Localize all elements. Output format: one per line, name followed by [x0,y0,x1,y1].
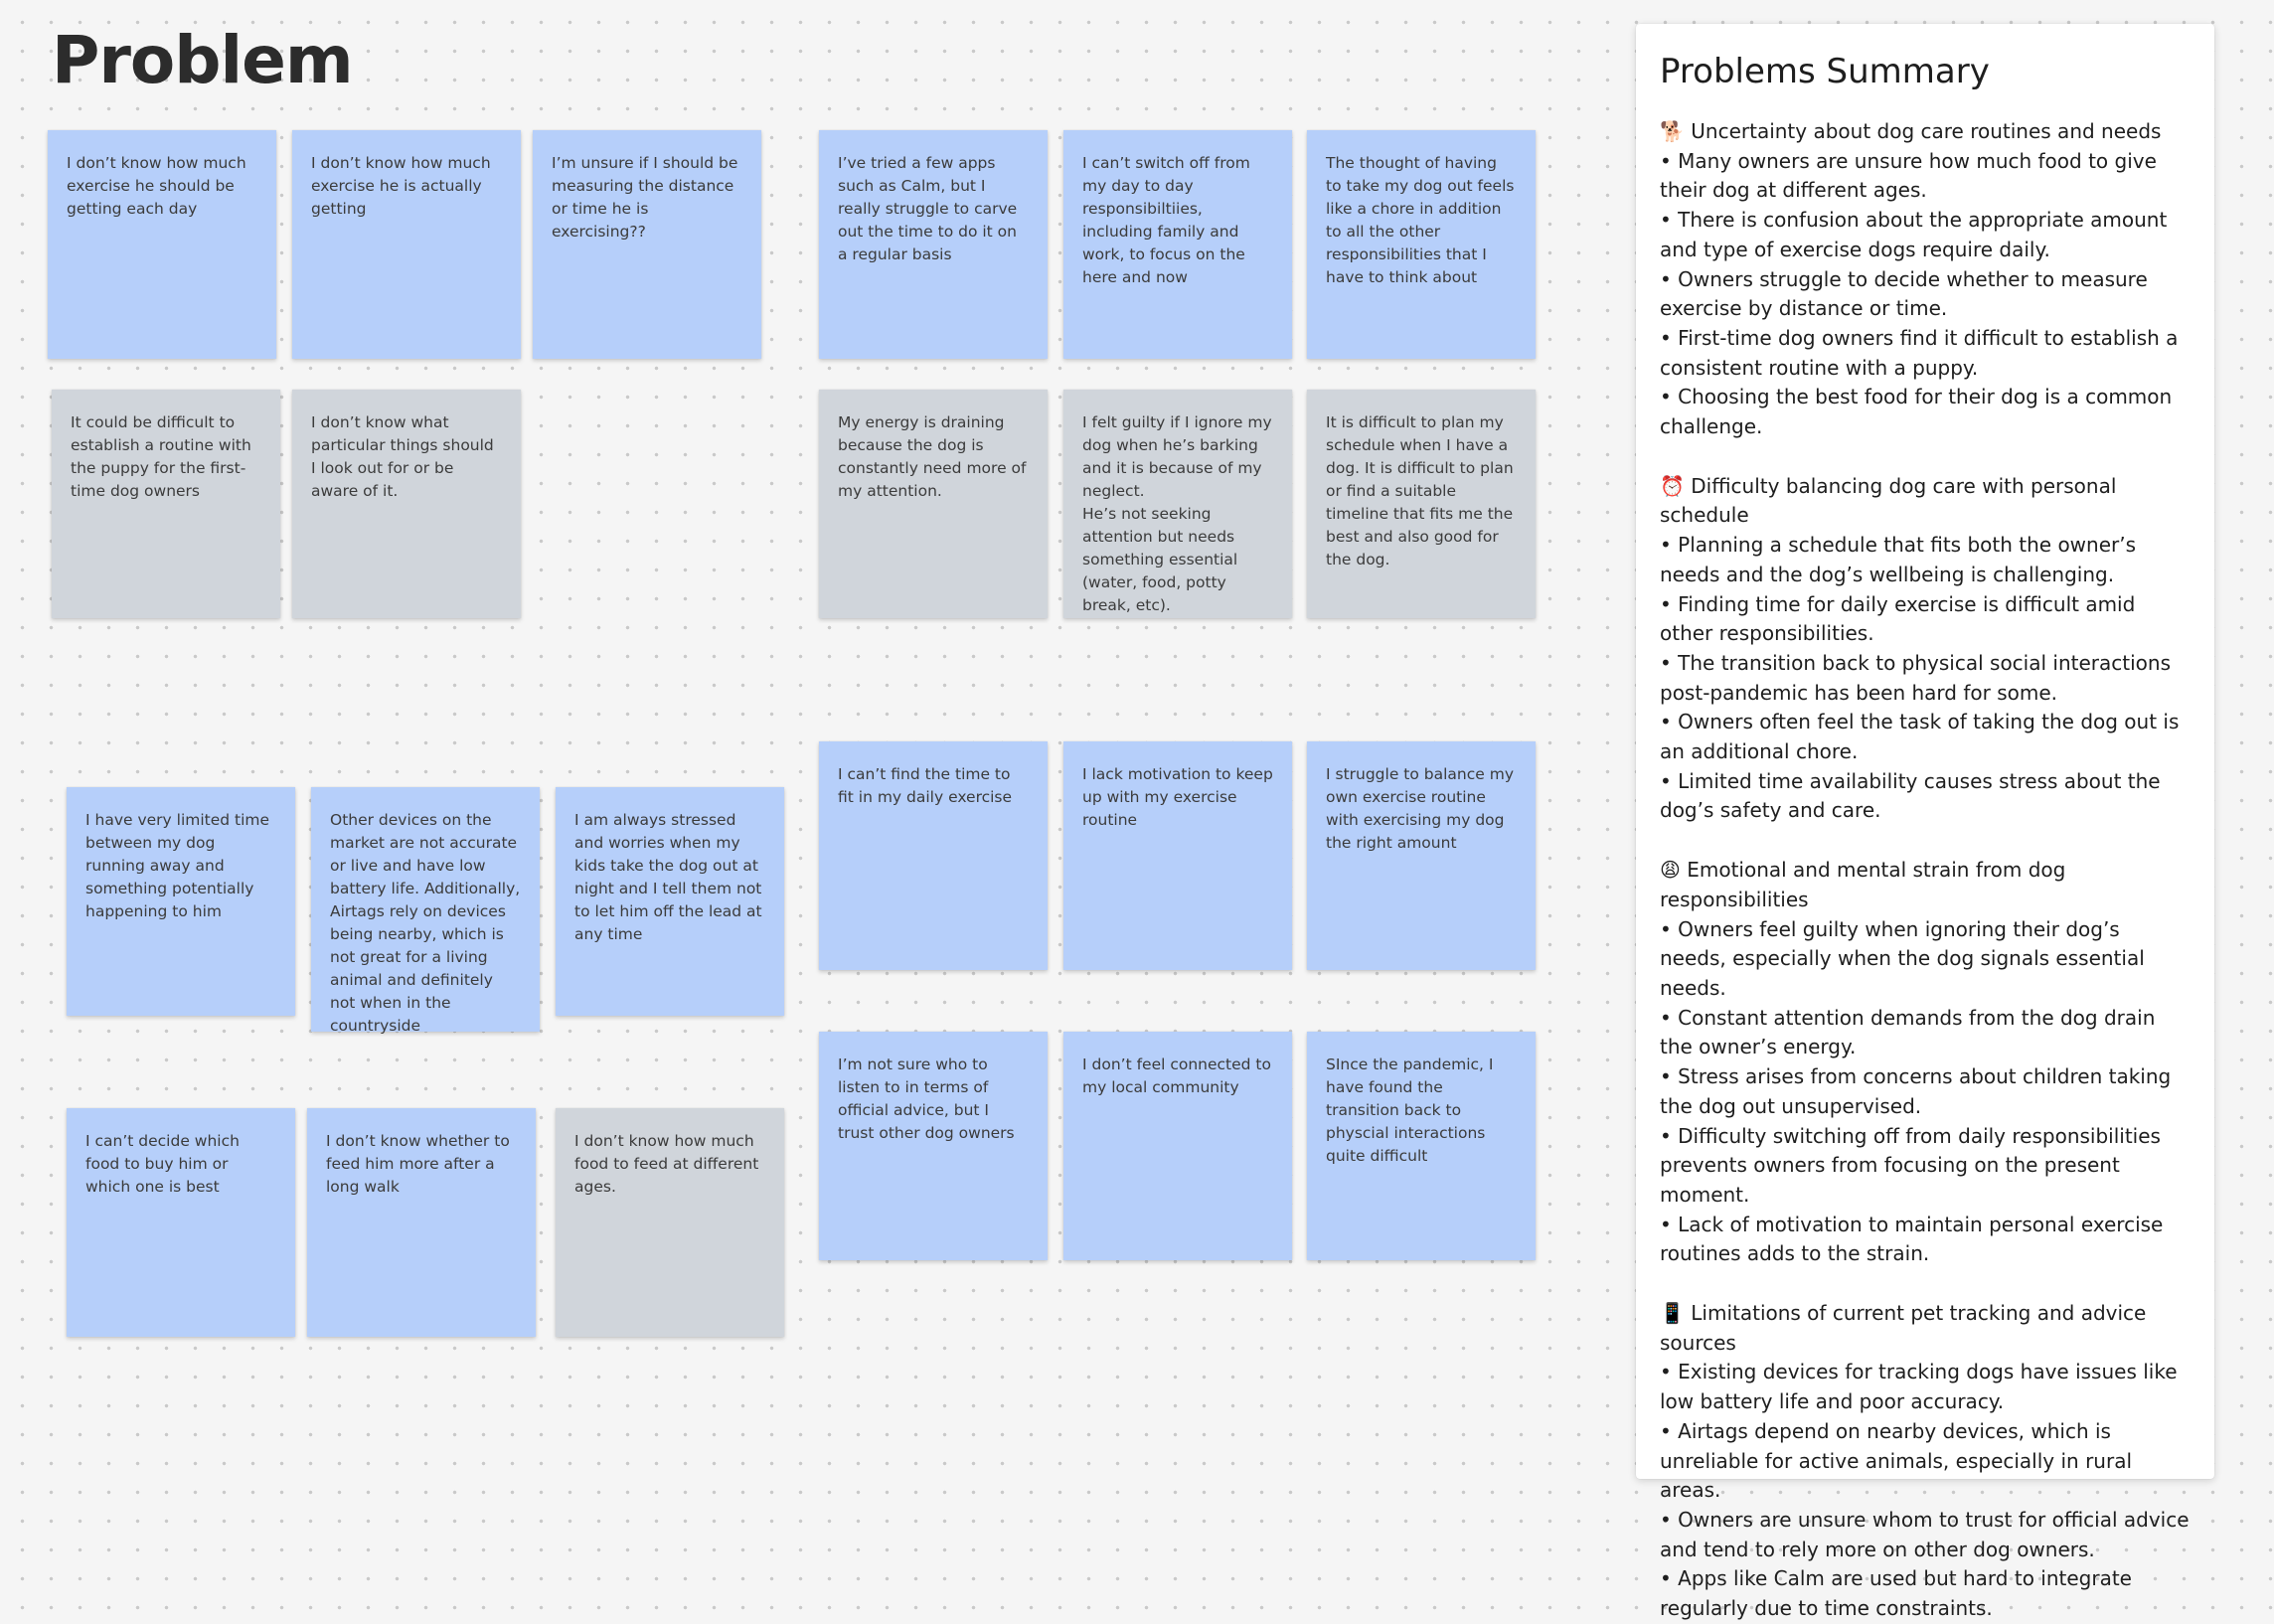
summary-bullet: • Apps like Calm are used but hard to integrate regularly due to time constraints. [1660,1566,2132,1621]
sticky-note[interactable]: I don’t know how much exercise he is actually getting [292,130,521,359]
sticky-note[interactable]: I don’t know whether to feed him more after a long walk [307,1108,536,1337]
sticky-note[interactable]: I felt guilty if I ignore my dog when he’s barking and it is because of my neglect. He’s not seeking attention but needs something essential (water, food, potty break, etc). [1063,390,1292,618]
sticky-note[interactable]: I don’t know how much exercise he should be getting each day [48,130,276,359]
sticky-note[interactable]: My energy is draining because the dog is constantly need more of my attention. [819,390,1048,618]
sticky-note[interactable]: I can’t switch off from my day to day responsibiltiies, including family and work, to focus on the here and now [1063,130,1292,359]
summary-bullet: • Lack of motivation to maintain personal exercise routines adds to the strain. [1660,1212,2164,1266]
sticky-note[interactable]: Other devices on the market are not accurate or live and have low battery life. Additionally, Airtags rely on devices being nearby, which is not great for a living animal and definitely not when in the countryside [311,787,540,1032]
summary-bullet: • There is confusion about the appropriate amount and type of exercise dogs require daily. [1660,208,2168,261]
sticky-note[interactable]: I can’t decide which food to buy him or which one is best [67,1108,295,1337]
sticky-note[interactable]: I struggle to balance my own exercise routine with exercising my dog the right amount [1307,741,1536,970]
sticky-note[interactable]: I’ve tried a few apps such as Calm, but I really struggle to carve out the time to do it on a regular basis [819,130,1048,359]
summary-bullet: • Choosing the best food for their dog is a common challenge. [1660,385,2173,439]
sticky-note[interactable]: It could be difficult to establish a routine with the puppy for the first-time dog owners [52,390,280,618]
sticky-note[interactable]: I’m not sure who to listen to in terms of official advice, but I trust other dog owners [819,1032,1048,1260]
summary-bullet: • Owners feel guilty when ignoring their dog’s needs, especially when the dog signals essential needs. [1660,916,2145,1000]
sticky-note[interactable]: I lack motivation to keep up with my exercise routine [1063,741,1292,970]
sticky-note[interactable]: The thought of having to take my dog out feels like a chore in addition to all the other responsibilities that I have to think about [1307,130,1536,359]
summary-bullet: • Constant attention demands from the dog drain the owner’s energy. [1660,1005,2156,1059]
sticky-note[interactable]: I am always stressed and worries when my kids take the dog out at night and I tell them not to let him off the lead at any time [556,787,784,1016]
summary-bullet: • Owners often feel the task of taking the dog out is an additional chore. [1660,710,2180,764]
summary-section [1660,117,2191,442]
sticky-note[interactable]: SInce the pandemic, I have found the transition back to physcial interactions quite difficult [1307,1032,1536,1260]
sticky-note[interactable]: I don’t feel connected to my local community [1063,1032,1292,1260]
summary-section-heading: ⏰ Difficulty balancing dog care with personal schedule [1660,473,2117,528]
summary-bullet: • Finding time for daily exercise is difficult amid other responsibilities. [1660,591,2136,646]
summary-bullet: • Planning a schedule that fits both the owner’s needs and the dog’s wellbeing is challenging. [1660,533,2137,586]
summary-bullet: • Stress arises from concerns about children taking the dog out unsupervised. [1660,1064,2172,1118]
summary-bullet: • Many owners are unsure how much food to give their dog at different ages. [1660,148,2157,203]
summary-bullet: • First-time dog owners find it difficult to establish a consistent routine with a puppy. [1660,325,2179,380]
summary-section-heading: 😩 Emotional and mental strain from dog responsibilities [1660,858,2066,911]
sticky-note[interactable]: I’m unsure if I should be measuring the distance or time he is exercising?? [533,130,761,359]
summary-section [1660,472,2191,826]
summary-bullet: • Owners struggle to decide whether to measure exercise by distance or time. [1660,266,2148,321]
summary-title: Problems Summary [1660,52,1990,91]
summary-panel[interactable] [1636,24,2214,1621]
summary-section-heading: 🐕 Uncertainty about dog care routines and needs [1660,119,2162,143]
summary-bullet: • Limited time availability causes stress about the dog’s safety and care. [1660,768,2161,823]
board-title: Problem [52,22,353,98]
summary-bullet: • Existing devices for tracking dogs have issues like low battery life and poor accuracy. [1660,1360,2178,1414]
sticky-note[interactable]: I don’t know how much food to feed at different ages. [556,1108,784,1337]
summary-section-heading: 📱 Limitations of current pet tracking and advice sources [1660,1301,2147,1355]
sticky-note[interactable]: I have very limited time between my dog running away and something potentially happening to him [67,787,295,1016]
summary-bullet: • Owners are unsure whom to trust for official advice and tend to rely more on other dog owners. [1660,1507,2190,1561]
sticky-note[interactable]: I can’t find the time to fit in my daily exercise [819,741,1048,970]
summary-bullet: • The transition back to physical social interactions post-pandemic has been hard for some. [1660,650,2171,705]
summary-sections [1660,117,2191,1624]
summary-bullet: • Airtags depend on nearby devices, which is unreliable for active animals, especially in rural areas. [1660,1418,2133,1503]
summary-bullet: • Difficulty switching off from daily responsibilities prevents owners from focusing on the present moment. [1660,1123,2161,1207]
summary-section [1660,856,2191,1269]
sticky-note[interactable]: I don’t know what particular things should I look out for or be aware of it. [292,390,521,618]
summary-section [1660,1299,2191,1624]
sticky-note[interactable]: It is difficult to plan my schedule when I have a dog. It is difficult to plan or find a suitable timeline that fits me the best and also good for the dog. [1307,390,1536,618]
